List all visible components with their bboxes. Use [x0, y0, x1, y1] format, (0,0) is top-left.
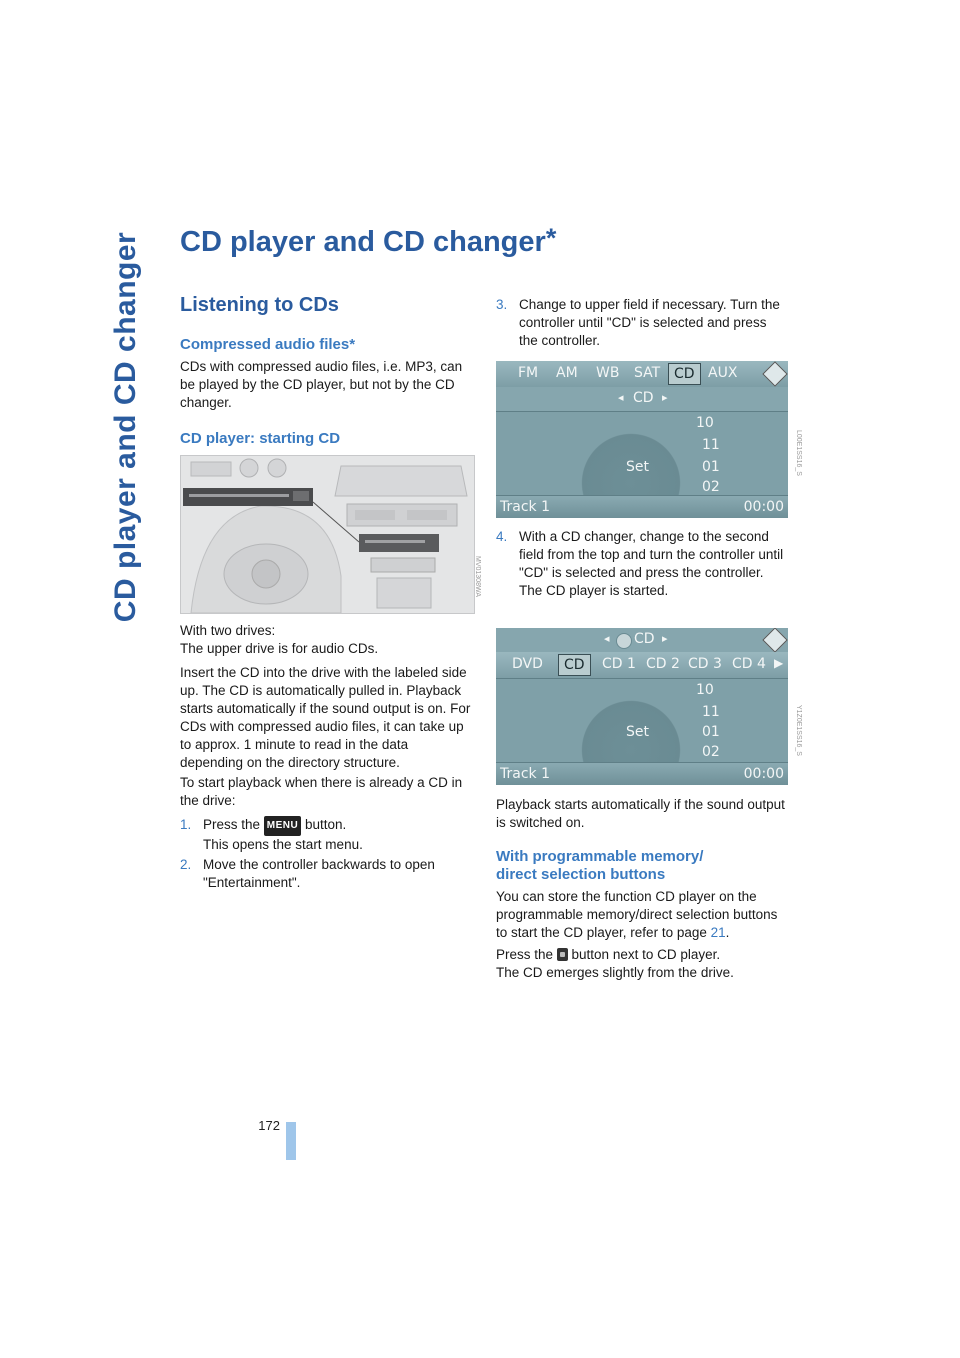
tab-dvd[interactable]: DVD	[512, 656, 543, 672]
track-label: Track 1	[500, 766, 550, 782]
list-item[interactable]: 10	[696, 415, 714, 431]
side-chapter-title-text: CD player and CD changer	[109, 231, 142, 623]
tab-fm[interactable]: FM	[518, 365, 539, 381]
step-body: Press the MENU button. This opens the start menu.	[203, 817, 363, 852]
page-reference-link[interactable]: 21	[710, 925, 726, 940]
dashboard-illustration	[181, 456, 474, 613]
subheading-programmable: With programmable memory/ direct selection buttons	[496, 848, 704, 883]
time-label: 00:00	[743, 766, 784, 782]
list-item[interactable]: 02	[702, 479, 720, 495]
source-tabs-row	[496, 361, 788, 388]
tab-cd[interactable]: CD	[668, 363, 701, 385]
changer-tabs-row	[496, 652, 788, 679]
step-number: 2.	[180, 857, 192, 872]
tab-cd[interactable]: CD	[558, 654, 591, 676]
time-label: 00:00	[743, 499, 784, 515]
step-2	[180, 856, 472, 896]
source-row	[496, 387, 788, 412]
step-body: With a CD changer, change to the second field from the top and turn the controller until "CD" is selected and press the controller. The CD player is started.	[519, 529, 784, 598]
list-item[interactable]: 02	[702, 744, 720, 760]
photo-reference-code: MV01308WA	[474, 556, 481, 597]
list-item[interactable]: 11	[702, 437, 720, 453]
tab-aux[interactable]: AUX	[708, 365, 738, 381]
set-label[interactable]: Set	[626, 724, 649, 740]
step-number: 1.	[180, 817, 192, 832]
screen2-reference-code: Y1Z0E1SS16_S	[795, 705, 802, 756]
two-drives-text: With two drives:	[180, 623, 276, 638]
tab-am[interactable]: AM	[556, 365, 578, 381]
navigation-diamond-icon	[762, 628, 787, 653]
subheading-starting: CD player: starting CD	[180, 430, 341, 447]
list-item[interactable]: 01	[702, 459, 720, 475]
step-body: Change to upper field if necessary. Turn the controller until "CD" is selected and press the controller.	[519, 297, 780, 348]
compressed-text: CDs with compressed audio files, i.e. MP3, can be played by the CD player, but not by the CD changer.	[180, 359, 463, 410]
arrow-right-icon: ▸	[662, 632, 668, 645]
memory-button-icon	[557, 948, 568, 961]
page-title	[180, 223, 557, 259]
subheading-compressed: Compressed audio files*	[180, 336, 356, 353]
tab-cd-1[interactable]: CD 1	[602, 656, 636, 672]
list-item[interactable]: 10	[696, 682, 714, 698]
source-row	[496, 628, 788, 653]
tab-cd-4[interactable]: CD 4	[732, 656, 766, 672]
set-label[interactable]: Set	[626, 459, 649, 475]
insert-text: Insert the CD into the drive with the labeled side up. The CD is automatically pulled in. Playback starts automatically if the sound output is on. For CDs with compressed audio files, it can take up to approx. 1 minute to read in the data depending on the directory structure.	[180, 665, 471, 770]
list-item[interactable]: 01	[702, 724, 720, 740]
menu-button-icon: MENU	[264, 816, 301, 836]
step-number: 3.	[496, 297, 508, 312]
page-marker-bar	[286, 1122, 296, 1160]
playback-auto-text: Playback starts automatically if the sound output is switched on.	[496, 797, 785, 830]
start-playback-text: To start playback when there is already a CD in the drive:	[180, 775, 463, 808]
tab-cd-2[interactable]: CD 2	[646, 656, 680, 672]
page-title-text: CD player and CD changer	[180, 226, 546, 258]
step-body: Move the controller backwards to open "Entertainment".	[203, 857, 435, 890]
optional-equipment-star: *	[545, 223, 557, 253]
screen1-reference-code: L00E1SS16_S	[795, 430, 802, 476]
tab-cd-3[interactable]: CD 3	[688, 656, 722, 672]
arrow-right-icon: ▸	[662, 391, 668, 404]
scroll-right-icon[interactable]: ▶	[774, 656, 784, 670]
step-4	[496, 528, 788, 620]
press-button-text: Press the button next to CD player.	[496, 947, 721, 962]
status-row	[496, 762, 788, 785]
idrive-screen-1	[496, 361, 788, 518]
arrow-left-icon: ◂	[604, 632, 610, 645]
status-row	[496, 495, 788, 518]
source-label: CD	[634, 631, 655, 647]
programmable-text: You can store the function CD player on the programmable memory/direct selection buttons to start the CD player, refer to page 21.	[496, 889, 778, 940]
track-label: Track 1	[500, 499, 550, 515]
step-1	[180, 816, 472, 856]
section-heading-listening: Listening to CDs	[180, 294, 339, 316]
arrow-left-icon: ◂	[618, 391, 624, 404]
idrive-screen-2	[496, 628, 788, 785]
upper-drive-text: The upper drive is for audio CDs.	[180, 641, 379, 656]
tab-sat[interactable]: SAT	[634, 365, 661, 381]
navigation-diamond-icon	[762, 361, 787, 386]
cd-disc-icon	[616, 633, 632, 649]
page-number: 172	[258, 1118, 280, 1133]
dashboard-photo	[180, 455, 481, 614]
source-label: CD	[633, 390, 654, 406]
tab-wb[interactable]: WB	[596, 365, 620, 381]
cd-emerges-text: The CD emerges slightly from the drive.	[496, 965, 734, 980]
step-3	[496, 296, 788, 352]
list-item[interactable]: 11	[702, 704, 720, 720]
step-number: 4.	[496, 529, 508, 544]
side-chapter-title	[96, 232, 156, 622]
